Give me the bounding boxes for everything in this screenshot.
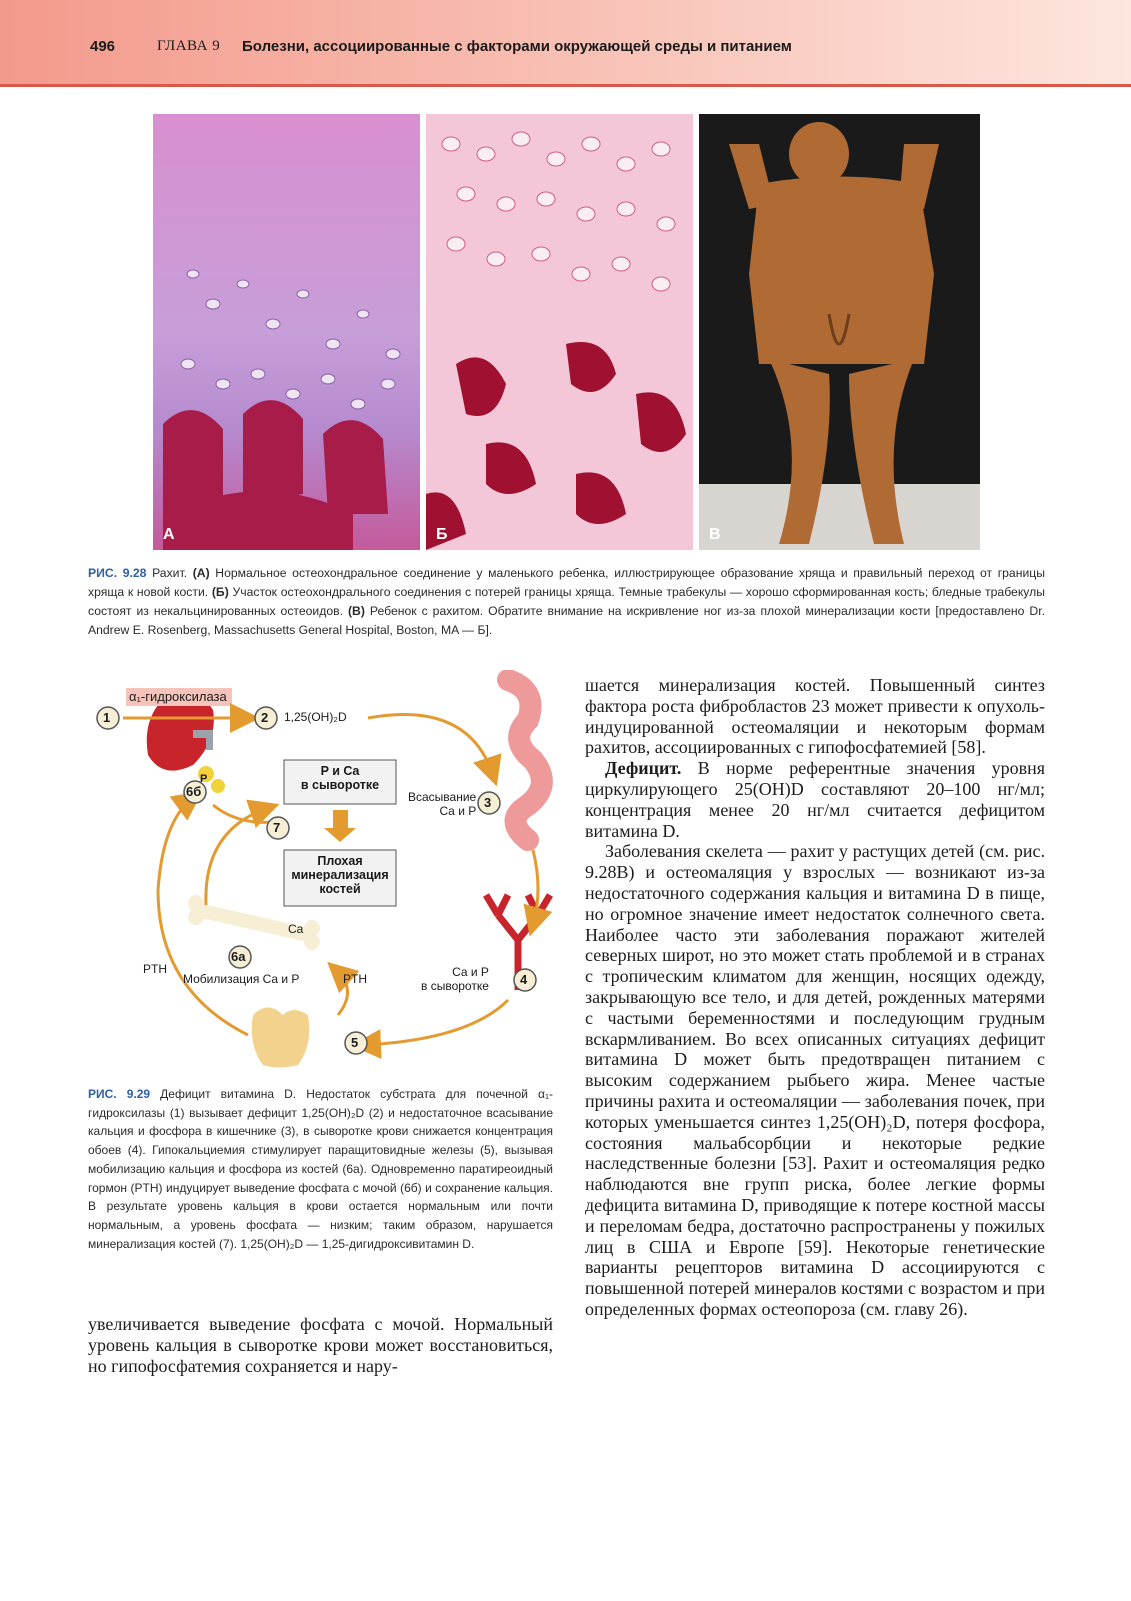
p-label: P xyxy=(200,773,208,785)
step-1: 1 xyxy=(103,710,111,725)
histology-photo-b xyxy=(426,114,693,550)
step-7: 7 xyxy=(273,820,281,835)
step-5: 5 xyxy=(351,1035,359,1050)
vitamin-d-diagram xyxy=(88,670,558,1075)
poor-mineralization-box: Плохая минерализация костей xyxy=(291,854,389,896)
right-paragraph-2: Дефицит. В норме референтные значения уровня циркулирующего 25(OH)D составляют 20–100 нг/мл; концентрация менее 20 нг/мл считается дефицитом витамина D. xyxy=(585,758,1045,841)
right-paragraph-1: шается минерализация костей. Повышенный синтез фактора роста фибробластов 23 может привести к опухоль-индуцированной остеомаляции и некоторым формам рахитов, ассоциированных с гипофосфатемией [58]. xyxy=(585,675,1045,758)
mobilization-label: Мобилизация Ca и P xyxy=(183,972,300,986)
histology-photo-a xyxy=(153,114,420,550)
step-4-label: Ca и P в сыворотке xyxy=(421,965,489,993)
page-number: 496 xyxy=(90,38,116,55)
right-paragraph-3: Заболевания скелета — рахит у растущих детей (см. рис. 9.28В) и остеомаляция у взрослых — возникают из-за недостаточного содержания кальция и витамина D в пище, но огромное значение имеет недостаток солнечного света. Наиболее часто эти заболевания поражают жителей северных широт, но это может стать проблемой и в странах с тропическим климатом для женщин, носящих одежду, закрывающую все тело, и для детей, рожденных матерями с частыми беременностями и последующим грудным вскармливанием. Во всех описанных ситуациях дефицит витамина D может быть предотвращен питанием с высоким содержанием рыбьего жира. Менее частые причины рахита и остеомаляции — заболевания почек, при которых уменьшается синтез 1,25(OH)₂D, потеря фосфора, состояния мальабсорбции и некоторые редкие наследственные болезни [53]. Рахит и остеомаляция редко наблюдаются вне групп риска, более легкие формы дефицита витамина D, приводящие к потере костной массы и переломам бедра, достаточно распространены у пожилых лиц в США и Европе [59]. Некоторые генетические варианты рецепторов витамина D ассоциируются с повышенной потерей минералов костями с возрастом и при определенных формах остеопороза (см. главу 26). xyxy=(585,841,1045,1319)
serum-box: P и Ca в сыворотке xyxy=(300,764,380,792)
right-column-text xyxy=(585,675,1045,1320)
header-rule xyxy=(0,84,1131,87)
pth-left-label: PTH xyxy=(143,962,167,976)
figure-929-caption: РИС. 9.29 Дефицит витамина D. Недостаток субстрата для почечной α₁-гидроксилазы (1) вызывает дефицит 1,25(OH)₂D (2) и недостаточное всасывание кальция и фосфора в кишечнике (3), в сыворотке крови снижается концентрация обоев (4). Гипокальциемия стимулирует паращитовидные железы (5), вызывая мобилизацию кальция и фосфора из костей (6а). Одновременно паратиреоидный гормон (PTH) индуцирует выведение фосфата с мочой (6б) и сохранение кальция. В результате уровень кальция в крови остается нормальным или почти нормальным, а уровень фосфата — низким; таким образом, нарушается минерализация костей (7). 1,25(OH)₂D — 1,25-дигидроксивитамин D. xyxy=(88,1087,553,1251)
step-2: 2 xyxy=(261,710,269,725)
step-4: 4 xyxy=(520,972,528,987)
ca-label: Ca xyxy=(288,922,304,936)
figure-928-label: РИС. 9.28 xyxy=(88,566,147,580)
panel-label-a: А xyxy=(163,526,175,543)
step-3-label: Всасывание Ca и P xyxy=(408,790,477,818)
chapter-title: Болезни, ассоциированные с факторами окружающей среды и питанием xyxy=(242,38,792,55)
step-2-label: 1,25(OH)₂D xyxy=(284,710,347,724)
chapter-label: ГЛАВА 9 xyxy=(157,38,221,54)
child-photo-c xyxy=(699,114,980,550)
parathyroid-icon xyxy=(252,1008,310,1068)
left-column-text xyxy=(88,1314,553,1376)
step-6a: 6а xyxy=(231,949,246,964)
panel-label-b: Б xyxy=(436,526,448,543)
intestine-icon xyxy=(508,680,542,840)
panel-label-c: В xyxy=(709,526,721,543)
step-3: 3 xyxy=(484,795,492,810)
step-6b: 6б xyxy=(186,784,202,799)
pth-right-label: PTH xyxy=(343,972,367,986)
figure-928-caption: РИС. 9.28 Рахит. (А) Нормальное остеохондральное соединение у маленького ребенка, иллюстрирующее образование хряща и правильный переход от границы хряща к новой кости. (Б) Участок остеохондрального соединения с потерей границы хряща. Темные трабекулы — хорошо сформированная кость; бледные трабекулы состоят из некальцинированных остеоидов. (В) Ребенок с рахитом. Обратите внимание на искривление ног из-за плохой минерализации кости [предоставлено Dr. Andrew E. Rosenberg, Massachusetts General Hospital, Boston, MA — Б]. xyxy=(88,566,1045,637)
hydroxylase-label: α₁-гидроксилаза xyxy=(129,689,227,704)
figure-929-label: РИС. 9.29 xyxy=(88,1087,151,1101)
left-paragraph: увеличивается выведение фосфата с мочой. Нормальный уровень кальция в сыворотке крови может восстановиться, но гипофосфатемия сохраняется и нару- xyxy=(88,1314,553,1376)
